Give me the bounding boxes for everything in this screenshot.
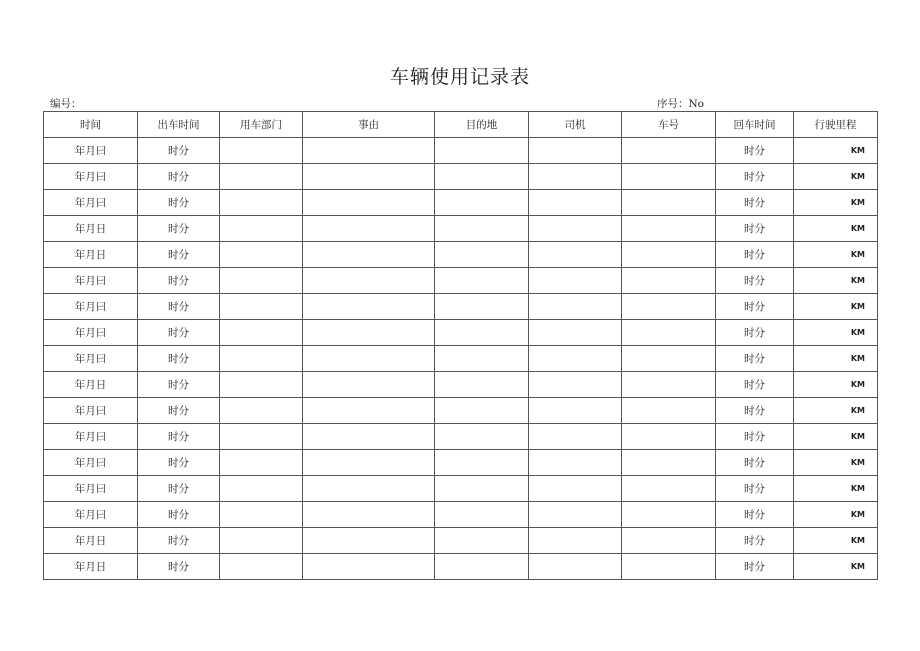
department-cell <box>220 528 303 554</box>
driver-cell <box>529 424 622 450</box>
table-row <box>44 320 878 346</box>
return-time-cell: 时分 <box>716 138 794 164</box>
destination-cell <box>435 398 529 424</box>
destination-cell <box>435 450 529 476</box>
plate-cell <box>622 372 716 398</box>
header-return-time: 回车时间 <box>716 112 794 138</box>
plate-cell <box>622 398 716 424</box>
date-cell: 年月曰 <box>44 138 138 164</box>
return-time-cell: 时分 <box>716 398 794 424</box>
plate-cell <box>622 164 716 190</box>
reason-cell <box>303 268 435 294</box>
reason-cell <box>303 424 435 450</box>
mileage-cell: KM <box>794 320 878 346</box>
mileage-cell: KM <box>794 346 878 372</box>
mileage-cell: KM <box>794 476 878 502</box>
department-cell <box>220 554 303 580</box>
mileage-cell: KM <box>794 372 878 398</box>
out-time-cell: 时分 <box>138 476 220 502</box>
destination-cell <box>435 216 529 242</box>
mileage-cell: KM <box>794 450 878 476</box>
date-cell: 年月曰 <box>44 268 138 294</box>
mileage-cell: KM <box>794 164 878 190</box>
date-cell: 年月曰 <box>44 294 138 320</box>
plate-cell <box>622 294 716 320</box>
driver-cell <box>529 554 622 580</box>
mileage-cell: KM <box>794 216 878 242</box>
out-time-cell: 时分 <box>138 398 220 424</box>
plate-cell <box>622 450 716 476</box>
table-row <box>44 476 878 502</box>
department-cell <box>220 138 303 164</box>
department-cell <box>220 164 303 190</box>
table-row <box>44 528 878 554</box>
date-cell: 年月曰 <box>44 450 138 476</box>
out-time-cell: 时分 <box>138 268 220 294</box>
driver-cell <box>529 164 622 190</box>
header-out-time: 出车时间 <box>138 112 220 138</box>
destination-cell <box>435 554 529 580</box>
reason-cell <box>303 372 435 398</box>
driver-cell <box>529 450 622 476</box>
date-cell: 年月曰 <box>44 502 138 528</box>
mileage-cell: KM <box>794 554 878 580</box>
out-time-cell: 时分 <box>138 190 220 216</box>
header-department: 用车部门 <box>220 112 303 138</box>
plate-cell <box>622 320 716 346</box>
destination-cell <box>435 346 529 372</box>
reason-cell <box>303 346 435 372</box>
plate-cell <box>622 528 716 554</box>
department-cell <box>220 268 303 294</box>
out-time-cell: 时分 <box>138 554 220 580</box>
reason-cell <box>303 528 435 554</box>
return-time-cell: 时分 <box>716 164 794 190</box>
date-cell: 年月曰 <box>44 164 138 190</box>
plate-cell <box>622 138 716 164</box>
header-plate: 车号 <box>622 112 716 138</box>
department-cell <box>220 346 303 372</box>
date-cell: 年月曰 <box>44 190 138 216</box>
plate-cell <box>622 502 716 528</box>
department-cell <box>220 502 303 528</box>
destination-cell <box>435 320 529 346</box>
table-row <box>44 268 878 294</box>
mileage-cell: KM <box>794 294 878 320</box>
reason-cell <box>303 164 435 190</box>
reason-cell <box>303 138 435 164</box>
table-row <box>44 164 878 190</box>
date-cell: 年月曰 <box>44 476 138 502</box>
vehicle-usage-table <box>43 111 878 580</box>
header-destination: 目的地 <box>435 112 529 138</box>
reason-cell <box>303 320 435 346</box>
out-time-cell: 时分 <box>138 372 220 398</box>
reason-cell <box>303 502 435 528</box>
plate-cell <box>622 554 716 580</box>
plate-cell <box>622 268 716 294</box>
out-time-cell: 时分 <box>138 294 220 320</box>
driver-cell <box>529 476 622 502</box>
return-time-cell: 时分 <box>716 476 794 502</box>
department-cell <box>220 450 303 476</box>
return-time-cell: 时分 <box>716 294 794 320</box>
driver-cell <box>529 398 622 424</box>
date-cell: 年月日 <box>44 216 138 242</box>
destination-cell <box>435 372 529 398</box>
date-cell: 年月日 <box>44 554 138 580</box>
department-cell <box>220 476 303 502</box>
out-time-cell: 时分 <box>138 216 220 242</box>
destination-cell <box>435 476 529 502</box>
mileage-cell: KM <box>794 528 878 554</box>
department-cell <box>220 320 303 346</box>
header-reason: 事由 <box>303 112 435 138</box>
table-body <box>44 138 878 580</box>
department-cell <box>220 424 303 450</box>
plate-cell <box>622 190 716 216</box>
out-time-cell: 时分 <box>138 424 220 450</box>
reason-cell <box>303 294 435 320</box>
driver-cell <box>529 216 622 242</box>
out-time-cell: 时分 <box>138 320 220 346</box>
reason-cell <box>303 554 435 580</box>
destination-cell <box>435 242 529 268</box>
date-cell: 年月曰 <box>44 424 138 450</box>
destination-cell <box>435 502 529 528</box>
return-time-cell: 时分 <box>716 502 794 528</box>
table-row <box>44 242 878 268</box>
destination-cell <box>435 164 529 190</box>
page-title: 车辆使用记录表 <box>389 66 530 88</box>
table-row <box>44 554 878 580</box>
reason-cell <box>303 190 435 216</box>
plate-cell <box>622 424 716 450</box>
driver-cell <box>529 268 622 294</box>
reason-cell <box>303 476 435 502</box>
plate-cell <box>622 216 716 242</box>
out-time-cell: 时分 <box>138 502 220 528</box>
driver-cell <box>529 502 622 528</box>
department-cell <box>220 372 303 398</box>
date-cell: 年月曰 <box>44 346 138 372</box>
return-time-cell: 时分 <box>716 190 794 216</box>
destination-cell <box>435 294 529 320</box>
driver-cell <box>529 346 622 372</box>
table-row <box>44 138 878 164</box>
destination-cell <box>435 268 529 294</box>
destination-cell <box>435 528 529 554</box>
return-time-cell: 时分 <box>716 320 794 346</box>
reason-cell <box>303 450 435 476</box>
out-time-cell: 时分 <box>138 528 220 554</box>
driver-cell <box>529 320 622 346</box>
table-row <box>44 346 878 372</box>
mileage-cell: KM <box>794 398 878 424</box>
driver-cell <box>529 372 622 398</box>
date-cell: 年月曰 <box>44 398 138 424</box>
mileage-cell: KM <box>794 424 878 450</box>
driver-cell <box>529 242 622 268</box>
plate-cell <box>622 476 716 502</box>
reason-cell <box>303 398 435 424</box>
out-time-cell: 时分 <box>138 450 220 476</box>
mileage-cell: KM <box>794 242 878 268</box>
table-row <box>44 190 878 216</box>
date-cell: 年月日 <box>44 372 138 398</box>
return-time-cell: 时分 <box>716 554 794 580</box>
out-time-cell: 时分 <box>138 242 220 268</box>
destination-cell <box>435 424 529 450</box>
sequence-number-label: 序号：No <box>657 98 705 110</box>
serial-number-label: 编号： <box>50 98 82 110</box>
plate-cell <box>622 242 716 268</box>
plate-cell <box>622 346 716 372</box>
header-mileage: 行驶里程 <box>794 112 878 138</box>
mileage-cell: KM <box>794 190 878 216</box>
header-driver: 司机 <box>529 112 622 138</box>
date-cell: 年月日 <box>44 242 138 268</box>
department-cell <box>220 294 303 320</box>
table-row <box>44 424 878 450</box>
table-row <box>44 294 878 320</box>
driver-cell <box>529 138 622 164</box>
header-date: 时间 <box>44 112 138 138</box>
mileage-cell: KM <box>794 268 878 294</box>
driver-cell <box>529 528 622 554</box>
out-time-cell: 时分 <box>138 346 220 372</box>
return-time-cell: 时分 <box>716 450 794 476</box>
department-cell <box>220 242 303 268</box>
table-header-row <box>44 112 878 138</box>
department-cell <box>220 398 303 424</box>
mileage-cell: KM <box>794 138 878 164</box>
destination-cell <box>435 138 529 164</box>
date-cell: 年月曰 <box>44 320 138 346</box>
table-row <box>44 216 878 242</box>
table-row <box>44 502 878 528</box>
return-time-cell: 时分 <box>716 528 794 554</box>
return-time-cell: 时分 <box>716 346 794 372</box>
destination-cell <box>435 190 529 216</box>
table-row <box>44 450 878 476</box>
out-time-cell: 时分 <box>138 164 220 190</box>
department-cell <box>220 216 303 242</box>
out-time-cell: 时分 <box>138 138 220 164</box>
date-cell: 年月日 <box>44 528 138 554</box>
return-time-cell: 时分 <box>716 372 794 398</box>
table-row <box>44 398 878 424</box>
mileage-cell: KM <box>794 502 878 528</box>
department-cell <box>220 190 303 216</box>
driver-cell <box>529 190 622 216</box>
return-time-cell: 时分 <box>716 424 794 450</box>
reason-cell <box>303 216 435 242</box>
driver-cell <box>529 294 622 320</box>
return-time-cell: 时分 <box>716 216 794 242</box>
return-time-cell: 时分 <box>716 268 794 294</box>
return-time-cell: 时分 <box>716 242 794 268</box>
table-row <box>44 372 878 398</box>
reason-cell <box>303 242 435 268</box>
